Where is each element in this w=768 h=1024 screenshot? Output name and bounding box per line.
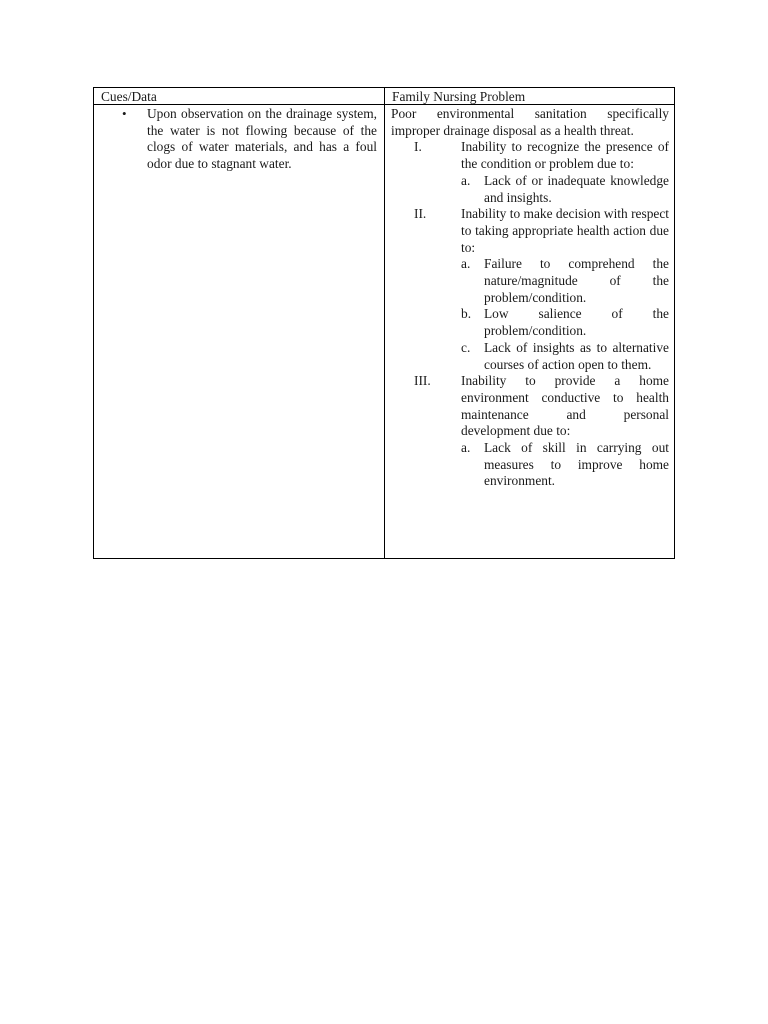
problem-item-3: [391, 373, 669, 440]
roman-numeral: II.: [414, 206, 427, 222]
sub-item-text: Lack of insights as to alternative courses of action open to them.: [484, 339, 669, 372]
problem-item-2: [391, 206, 669, 256]
sub-item: [391, 306, 669, 339]
bullet-icon: •: [122, 106, 127, 121]
header-family-nursing-problem: Family Nursing Problem: [392, 89, 526, 104]
nursing-care-table: [93, 87, 675, 559]
roman-numeral: III.: [414, 373, 431, 389]
sub-item-letter: a.: [461, 256, 471, 272]
sub-item-letter: c.: [461, 339, 471, 355]
problem-statement: Poor environmental sanitation specifically improper drainage disposal as a health threat.: [391, 106, 669, 138]
problem-item-text: Inability to provide a home environment conductive to health maintenance and personal development due to:: [461, 373, 669, 439]
sub-item: [391, 173, 669, 206]
sub-item: [391, 440, 669, 490]
problem-cell: [391, 106, 669, 490]
problem-item-1: [391, 139, 669, 172]
sub-item-letter: a.: [461, 172, 471, 188]
header-cues-data: Cues/Data: [101, 89, 157, 104]
roman-numeral: I.: [414, 139, 422, 155]
column-divider: [384, 88, 385, 558]
header-divider: [94, 104, 674, 105]
sub-item-text: Lack of skill in carrying out measures to improve home environment.: [484, 440, 669, 489]
sub-item: [391, 340, 669, 373]
problem-item-text: Inability to make decision with respect to taking appropriate health action due to:: [461, 206, 669, 255]
sub-item-text: Failure to comprehend the nature/magnitude of the problem/condition.: [484, 256, 669, 305]
sub-item-letter: b.: [461, 306, 472, 322]
sub-item-letter: a.: [461, 440, 471, 456]
problem-item-text: Inability to recognize the presence of the condition or problem due to:: [461, 139, 669, 172]
sub-item-text: Low salience of the problem/condition.: [484, 306, 669, 339]
sub-item-text: Lack of or inadequate knowledge and insights.: [484, 172, 669, 205]
cue-text: Upon observation on the drainage system, the water is not flowing because of the clogs of water materials, and has a foul odor due to stagnant water.: [147, 106, 377, 172]
sub-item: [391, 256, 669, 306]
